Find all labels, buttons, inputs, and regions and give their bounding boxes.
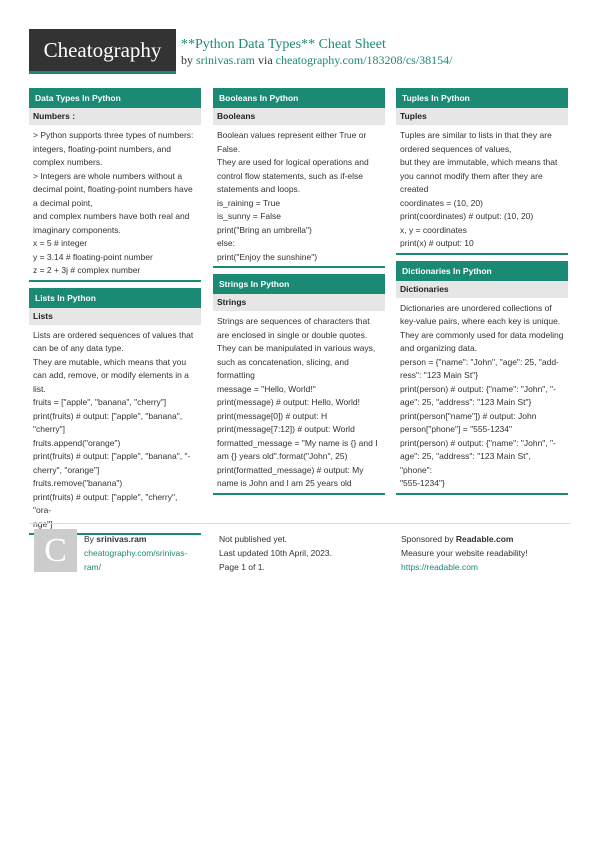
content-line: are enclosed in single or double quotes. — [217, 329, 368, 340]
content-line: fruits = ["apple", "banana", "cherry"] — [33, 397, 167, 407]
content-line: They are used for logical operations and — [217, 157, 369, 167]
content-line: print(person["name"]) # output: John — [400, 410, 537, 421]
section-title: Lists In Python — [29, 288, 201, 308]
content-line: print(message) # output: Hello, World! — [217, 397, 360, 407]
footer-author-link[interactable]: cheatography.com/srinivas- — [84, 548, 188, 558]
content-line: can be of any data type. — [33, 343, 124, 353]
content-line: print(coordinates) # output: (10, 20) — [400, 211, 534, 221]
section-body — [213, 311, 385, 491]
content-line: coordinates = (10, 20) — [400, 197, 483, 208]
footer-author-link-cont[interactable]: ram/ — [84, 562, 101, 572]
content-line: can add, remove, or modify elements in a — [33, 370, 189, 380]
section-divider — [213, 493, 385, 495]
content-line: and complex numbers have both real and — [33, 211, 190, 221]
content-line: Tuples are similar to lists in that they are — [400, 130, 552, 140]
section-divider — [213, 266, 385, 268]
sponsor-tagline: Measure your website readability! — [401, 548, 528, 558]
section-subtitle: Tuples — [396, 108, 568, 125]
section-title: Data Types In Python — [29, 88, 201, 108]
content-line: fruits.append("orange") — [33, 437, 121, 448]
content-line: x = 5 # integer — [33, 238, 88, 248]
content-line: else: — [217, 238, 235, 248]
section-subtitle: Dictionaries — [396, 281, 568, 298]
section-divider — [29, 280, 201, 282]
content-line: formatted_message = "My name is {} and I — [217, 437, 378, 448]
content-line: created — [400, 184, 429, 194]
section-tuples — [396, 88, 568, 255]
section-subtitle: Numbers : — [29, 108, 201, 125]
section-booleans — [213, 88, 385, 268]
content-line: print(fruits) # output: ["apple", "banana", — [33, 410, 183, 421]
footer-divider — [29, 523, 570, 524]
content-line: "555-1234"} — [400, 478, 445, 488]
content-line: person = {"name": "John", "age": 25, "add- — [400, 356, 559, 367]
content-line: such as concatenation, slicing, and — [217, 356, 349, 367]
content-line: am {} years old".format("John", 25) — [217, 451, 348, 461]
sponsor-label: Sponsored by — [401, 534, 454, 544]
content-line: Lists are ordered sequences of values that — [33, 329, 194, 340]
content-line: False. — [217, 143, 241, 154]
section-title: Dictionaries In Python — [396, 261, 568, 281]
content-line: complex numbers. — [33, 157, 103, 167]
content-line: decimal point, floating-point numbers have — [33, 184, 193, 194]
author-avatar[interactable] — [34, 529, 77, 572]
content-line: print(formatted_message) # output: My — [217, 464, 364, 475]
footer-author-line — [84, 532, 202, 546]
section-body — [29, 325, 201, 532]
footer-by-label: By — [84, 534, 94, 544]
content-line: nge"] — [33, 518, 53, 529]
section-body — [396, 298, 568, 491]
publish-status: Not published yet. — [219, 534, 288, 544]
content-line: > Python supports three types of numbers: — [33, 130, 194, 140]
section-divider — [396, 493, 568, 495]
section-subtitle: Booleans — [213, 108, 385, 125]
section-dictionaries — [396, 261, 568, 495]
section-data-types — [29, 88, 201, 282]
content-line: print(message[7:12]) # output: World — [217, 424, 355, 434]
footer-author-name[interactable]: srinivas.ram — [96, 534, 147, 544]
content-line: x, y = coordinates — [400, 224, 467, 235]
sponsor-url-link[interactable]: https://readable.com — [401, 562, 479, 572]
content-line: print(x) # output: 10 — [400, 238, 474, 248]
last-updated: Last updated 10th April, 2023. — [219, 548, 332, 558]
footer-author-block — [84, 532, 202, 574]
page-count: Page 1 of 1. — [219, 562, 265, 572]
footer-sponsor-block — [401, 532, 569, 574]
section-title: Tuples In Python — [396, 88, 568, 108]
by-word: by — [181, 53, 193, 67]
section-strings — [213, 274, 385, 495]
column-2 — [213, 88, 385, 501]
content-line: but they are immutable, which means that — [400, 157, 558, 167]
author-link[interactable]: srinivas.ram — [196, 53, 255, 67]
content-line: z = 2 + 3j # complex number — [33, 265, 141, 275]
column-3 — [396, 88, 568, 501]
content-line: print(fruits) # output: ["apple", "banana", "- — [33, 451, 191, 461]
content-line: ordered sequences of values, — [400, 143, 512, 154]
content-line: They are commonly used for data modeling — [400, 329, 564, 340]
content-line: cherry", "orange"] — [33, 464, 100, 475]
section-title: Booleans In Python — [213, 88, 385, 108]
content-line: print(fruits) # output: ["apple", "cherry", "ora- — [33, 491, 178, 515]
content-line: y = 3.14 # floating-point number — [33, 251, 153, 262]
content-line: print("Enjoy the sunshine") — [217, 251, 318, 262]
content-line: a decimal point, — [33, 197, 93, 208]
content-line: name is John and I am 25 years old — [217, 478, 352, 488]
section-body — [29, 125, 201, 278]
content-line: is_sunny = False — [217, 211, 282, 221]
content-line: print(person) # output: {"name": "John", "- — [400, 437, 556, 448]
content-line: fruits.remove("banana") — [33, 478, 123, 488]
cheatography-logo[interactable] — [29, 29, 176, 74]
avatar-letter: C — [44, 531, 67, 569]
content-line: control flow statements, such as if-else — [217, 170, 363, 181]
sponsor-name[interactable]: Readable.com — [455, 534, 514, 544]
content-line: Dictionaries are unordered collections of — [400, 302, 552, 313]
content-line: integers, floating-point numbers, and — [33, 143, 171, 154]
content-line: list. — [33, 383, 46, 394]
content-line: age": 25, "address": "123 Main St", "phone": — [400, 451, 531, 475]
via-word: via — [258, 53, 273, 67]
content-line: person["phone"] = "555-1234" — [400, 424, 513, 434]
content-line: is_raining = True — [217, 197, 281, 208]
content-line: They are mutable, which means that you — [33, 356, 187, 367]
section-subtitle: Strings — [213, 294, 385, 311]
section-title: Strings In Python — [213, 274, 385, 294]
content-line: imaginary components. — [33, 224, 121, 235]
content-line: "cherry"] — [33, 424, 66, 434]
content-line: age": 25, "address": "123 Main St"} — [400, 397, 532, 407]
content-line: you cannot modify them after they are — [400, 170, 543, 181]
section-body — [213, 125, 385, 264]
content-line: > Integers are whole numbers without a — [33, 170, 183, 181]
content-line: print(person) # output: {"name": "John", "- — [400, 383, 556, 394]
content-line: formatting — [217, 370, 255, 380]
logo-text: Cheatography — [43, 37, 162, 62]
cheatsheet-url-link[interactable]: cheatography.com/183208/cs/38154/ — [275, 53, 453, 67]
sponsor-line — [401, 532, 569, 546]
section-lists — [29, 288, 201, 536]
section-subtitle: Lists — [29, 308, 201, 325]
content-line: Boolean values represent either True or — [217, 130, 367, 140]
page-title: **Python Data Types** Cheat Sheet — [181, 37, 386, 52]
content-line: ress": "123 Main St"} — [400, 370, 479, 380]
footer-publish-block — [219, 532, 387, 574]
content-line: They can be manipulated in various ways, — [217, 343, 376, 353]
content-line: message = "Hello, World!" — [217, 383, 316, 394]
section-body — [396, 125, 568, 251]
content-line: key-value pairs, where each key is unique. — [400, 316, 561, 326]
byline — [181, 53, 453, 68]
content-line: print("Bring an umbrella") — [217, 224, 312, 235]
content-line: and organizing data. — [400, 343, 478, 353]
section-divider — [396, 253, 568, 255]
content-line: print(message[0]) # output: H — [217, 410, 328, 421]
content-line: statements and loops. — [217, 184, 301, 194]
column-1 — [29, 88, 201, 541]
content-line: Strings are sequences of characters that — [217, 316, 370, 326]
